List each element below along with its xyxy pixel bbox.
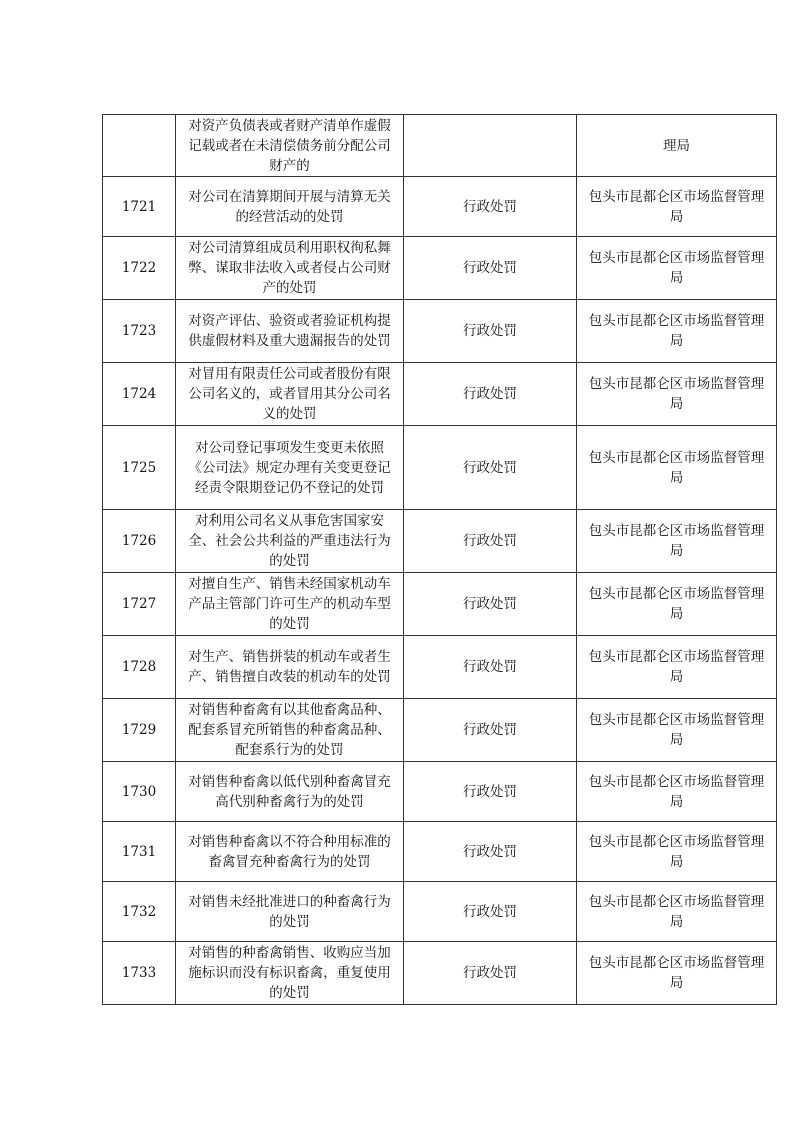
table-row [103,882,777,942]
item-type [404,115,577,177]
item-name: 对销售未经批准进口的种畜禽行为的处罚 [176,882,404,942]
row-number: 1727 [103,573,176,636]
department: 包头市昆都仑区市场监督管理局 [577,177,777,237]
department: 包头市昆都仑区市场监督管理局 [577,510,777,573]
item-type: 行政处罚 [404,300,577,363]
item-type: 行政处罚 [404,237,577,300]
item-type: 行政处罚 [404,762,577,822]
table-row [103,942,777,1005]
table-row [103,636,777,699]
department: 理局 [577,115,777,177]
item-name: 对销售种畜禽有以其他畜禽品种、配套系冒充所销售的种畜禽品种、配套系行为的处罚 [176,699,404,762]
row-number: 1721 [103,177,176,237]
penalty-table [102,114,777,1005]
item-type: 行政处罚 [404,882,577,942]
table-row [103,762,777,822]
department: 包头市昆都仑区市场监督管理局 [577,573,777,636]
department: 包头市昆都仑区市场监督管理局 [577,426,777,510]
item-name: 对公司清算组成员利用职权徇私舞弊、谋取非法收入或者侵占公司财产的处罚 [176,237,404,300]
table-row [103,822,777,882]
table-row [103,115,777,177]
table-row [103,237,777,300]
item-type: 行政处罚 [404,363,577,426]
item-name: 对生产、销售拼装的机动车或者生产、销售擅自改装的机动车的处罚 [176,636,404,699]
item-name: 对擅自生产、销售未经国家机动车产品主管部门许可生产的机动车型的处罚 [176,573,404,636]
department: 包头市昆都仑区市场监督管理局 [577,822,777,882]
item-type: 行政处罚 [404,426,577,510]
item-name: 对冒用有限责任公司或者股份有限公司名义的，或者冒用其分公司名义的处罚 [176,363,404,426]
table-row [103,363,777,426]
row-number: 1733 [103,942,176,1005]
item-name: 对销售种畜禽以不符合种用标准的畜禽冒充种畜禽行为的处罚 [176,822,404,882]
table-row [103,300,777,363]
row-number: 1724 [103,363,176,426]
row-number: 1732 [103,882,176,942]
department: 包头市昆都仑区市场监督管理局 [577,882,777,942]
item-name: 对公司登记事项发生变更未依照《公司法》规定办理有关变更登记经责令限期登记仍不登记的处罚 [176,426,404,510]
table-row [103,699,777,762]
table-row [103,426,777,510]
row-number: 1731 [103,822,176,882]
department: 包头市昆都仑区市场监督管理局 [577,762,777,822]
item-type: 行政处罚 [404,573,577,636]
item-type: 行政处罚 [404,942,577,1005]
item-name: 对公司在清算期间开展与清算无关的经营活动的处罚 [176,177,404,237]
row-number: 1730 [103,762,176,822]
row-number [103,115,176,177]
row-number: 1726 [103,510,176,573]
department: 包头市昆都仑区市场监督管理局 [577,699,777,762]
item-name: 对销售的种畜禽销售、收购应当加施标识而没有标识畜禽，重复使用的处罚 [176,942,404,1005]
item-type: 行政处罚 [404,510,577,573]
department: 包头市昆都仑区市场监督管理局 [577,363,777,426]
table-row [103,510,777,573]
item-type: 行政处罚 [404,636,577,699]
item-name: 对利用公司名义从事危害国家安全、社会公共利益的严重违法行为的处罚 [176,510,404,573]
item-name: 对销售种畜禽以低代别种畜禽冒充高代别种畜禽行为的处罚 [176,762,404,822]
department: 包头市昆都仑区市场监督管理局 [577,300,777,363]
item-name: 对资产评估、验资或者验证机构提供虚假材料及重大遗漏报告的处罚 [176,300,404,363]
row-number: 1722 [103,237,176,300]
row-number: 1723 [103,300,176,363]
department: 包头市昆都仑区市场监督管理局 [577,636,777,699]
row-number: 1725 [103,426,176,510]
row-number: 1728 [103,636,176,699]
item-type: 行政处罚 [404,699,577,762]
table-row [103,177,777,237]
item-name: 对资产负债表或者财产清单作虚假记载或者在未清偿债务前分配公司财产的 [176,115,404,177]
row-number: 1729 [103,699,176,762]
item-type: 行政处罚 [404,822,577,882]
department: 包头市昆都仑区市场监督管理局 [577,942,777,1005]
item-type: 行政处罚 [404,177,577,237]
table-row [103,573,777,636]
department: 包头市昆都仑区市场监督管理局 [577,237,777,300]
